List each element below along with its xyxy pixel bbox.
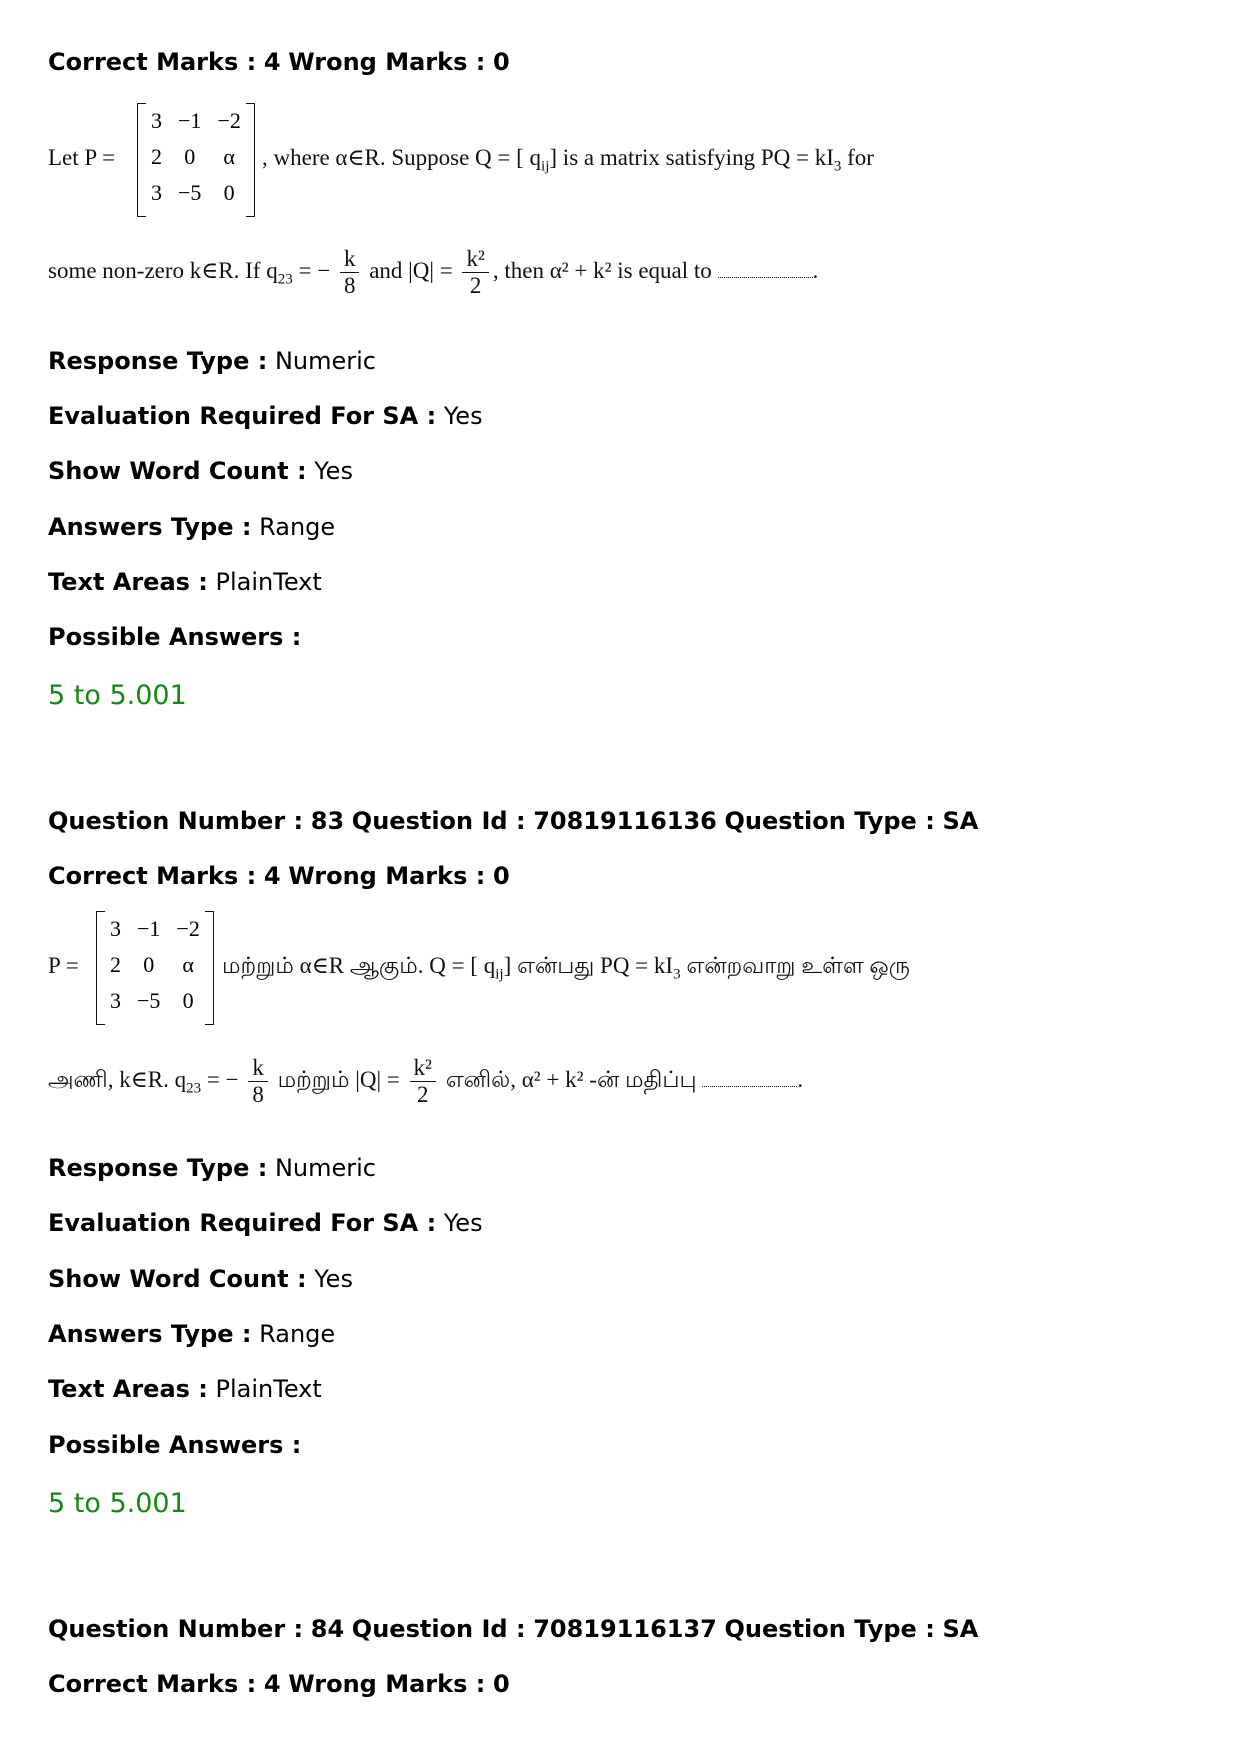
matrix-cell: 2	[151, 144, 162, 169]
question-text-fragment: Let P =	[48, 145, 116, 170]
question-text-fragment: P =	[48, 953, 79, 978]
matrix-cell: α	[182, 952, 194, 977]
question-id-label: Question Id :	[351, 1615, 526, 1643]
field-possible-answers	[48, 622, 301, 652]
question-text-fragment: , where α∈R. Suppose Q = [ q	[262, 145, 542, 170]
matrix-p	[96, 911, 214, 1025]
question-text-fragment: .	[812, 257, 819, 283]
field-evaluation-required	[48, 1208, 483, 1238]
question-text-fragment: = −	[201, 1066, 239, 1092]
field-value: Yes	[443, 1209, 483, 1237]
field-label: Show Word Count :	[48, 457, 307, 485]
matrix-cell: 0	[223, 180, 235, 205]
question-number-label: Question Number :	[48, 1615, 304, 1643]
fraction-k2-over-2	[410, 1055, 436, 1108]
field-value: Numeric	[274, 347, 376, 375]
matrix-cell: −1	[137, 916, 161, 941]
subscript: 23	[186, 1080, 202, 1097]
question-text-fragment: என்றவாறு உள்ள ஒரு	[680, 953, 910, 978]
field-value: Numeric	[274, 1154, 376, 1182]
marks-line	[48, 47, 510, 77]
field-label: Evaluation Required For SA :	[48, 402, 437, 430]
question-text-fragment: ] என்பது PQ = kI	[503, 953, 674, 978]
correct-marks-label: Correct Marks :	[48, 1670, 257, 1698]
fraction-numerator: k²	[410, 1055, 436, 1082]
wrong-marks-value: 0	[492, 862, 510, 890]
question-number-label: Question Number :	[48, 807, 304, 835]
matrix-cell: −2	[217, 108, 241, 133]
question-text-line-2	[48, 246, 818, 299]
field-answers-type	[48, 1319, 335, 1349]
field-value: PlainText	[215, 1375, 322, 1403]
question-id-value: 70819116136	[533, 807, 717, 835]
question-text-line-1b	[222, 953, 910, 984]
subscript: 23	[277, 271, 293, 288]
field-label: Answers Type :	[48, 513, 252, 541]
question-number-value: 84	[310, 1615, 345, 1643]
matrix-cell: −1	[178, 108, 202, 133]
field-value: Yes	[314, 457, 353, 485]
correct-marks-label: Correct Marks :	[48, 48, 257, 76]
question-text-fragment: ] is a matrix satisfying PQ = kI	[549, 145, 834, 170]
field-text-areas	[48, 567, 322, 597]
answer-blank	[718, 277, 813, 278]
wrong-marks-value: 0	[492, 1670, 510, 1698]
correct-marks-value: 4	[263, 862, 281, 890]
field-label: Possible Answers :	[48, 1431, 302, 1459]
possible-answer-value: 5 to 5.001	[48, 1488, 187, 1519]
subscript: ij	[495, 966, 504, 983]
fraction-k2-over-2	[462, 246, 488, 299]
field-value: Yes	[443, 402, 483, 430]
question-text-fragment: = −	[292, 257, 331, 283]
question-text-line-1	[48, 145, 115, 171]
question-type-value: SA	[942, 807, 979, 835]
subscript: 3	[833, 158, 842, 175]
correct-marks-label: Correct Marks :	[48, 862, 257, 890]
fraction-numerator: k	[340, 246, 360, 273]
matrix-p	[137, 103, 255, 217]
matrix-cell: −5	[178, 180, 202, 205]
matrix-cell: 3	[151, 108, 162, 133]
matrix-cell: α	[223, 144, 235, 169]
question-text-line-1	[48, 953, 79, 979]
field-value: Range	[259, 1320, 336, 1348]
field-value: Yes	[314, 1265, 353, 1293]
field-possible-answers	[48, 1430, 301, 1460]
question-header	[48, 806, 978, 836]
wrong-marks-label: Wrong Marks :	[288, 1670, 486, 1698]
question-text-fragment: மற்றும் α∈R ஆகும். Q = [ q	[222, 953, 496, 978]
question-type-label: Question Type :	[724, 807, 935, 835]
fraction-denominator: 8	[252, 1082, 264, 1107]
correct-marks-value: 4	[263, 48, 281, 76]
field-show-word-count	[48, 1264, 353, 1294]
fraction-denominator: 2	[469, 273, 482, 298]
matrix-cell: 3	[110, 916, 121, 941]
fraction-numerator: k	[248, 1055, 268, 1082]
fraction-numerator: k²	[462, 246, 488, 273]
question-id-label: Question Id :	[351, 807, 526, 835]
wrong-marks-label: Wrong Marks :	[288, 48, 486, 76]
field-label: Show Word Count :	[48, 1265, 307, 1293]
field-answers-type	[48, 512, 335, 542]
matrix-cell: 0	[143, 952, 155, 977]
question-text-fragment: மற்றும் |Q| =	[277, 1066, 400, 1092]
fraction-denominator: 2	[416, 1082, 429, 1107]
correct-marks-value: 4	[263, 1670, 281, 1698]
matrix-cell: 3	[110, 988, 121, 1013]
matrix-cell: 2	[110, 952, 121, 977]
field-label: Answers Type :	[48, 1320, 252, 1348]
question-text-fragment: some non-zero k∈R. If q	[48, 257, 278, 283]
field-value: PlainText	[215, 568, 322, 596]
question-text-fragment: .	[797, 1066, 804, 1092]
question-text-line-1b	[262, 145, 874, 176]
fraction-denominator: 8	[343, 273, 356, 298]
field-label: Text Areas :	[48, 568, 208, 596]
question-text-fragment: and |Q| =	[369, 257, 453, 283]
question-text-fragment: அணி, k∈R. q	[48, 1066, 187, 1092]
subscript: 3	[673, 966, 681, 983]
field-label: Possible Answers :	[48, 623, 302, 651]
matrix-cell: 3	[151, 180, 162, 205]
question-type-value: SA	[942, 1615, 979, 1643]
fraction-k-over-8	[340, 246, 360, 299]
field-evaluation-required	[48, 401, 483, 431]
question-id-value: 70819116137	[533, 1615, 717, 1643]
matrix-cell: −2	[176, 916, 200, 941]
field-response-type	[48, 346, 376, 376]
question-header	[48, 1614, 978, 1644]
wrong-marks-value: 0	[492, 48, 510, 76]
field-label: Response Type :	[48, 347, 268, 375]
possible-answer-value: 5 to 5.001	[48, 680, 187, 711]
question-text-fragment: , then α² + k² is equal to	[492, 257, 712, 283]
field-label: Response Type :	[48, 1154, 268, 1182]
matrix-cell: 0	[182, 988, 194, 1013]
field-show-word-count	[48, 456, 353, 486]
fraction-k-over-8	[248, 1055, 268, 1108]
marks-line	[48, 861, 510, 891]
matrix-cell: 0	[184, 144, 196, 169]
answer-blank	[702, 1086, 797, 1087]
field-label: Text Areas :	[48, 1375, 208, 1403]
field-response-type	[48, 1153, 376, 1183]
question-type-label: Question Type :	[724, 1615, 935, 1643]
question-number-value: 83	[310, 807, 345, 835]
field-value: Range	[259, 513, 336, 541]
subscript: ij	[541, 158, 550, 175]
field-label: Evaluation Required For SA :	[48, 1209, 437, 1237]
question-text-fragment: for	[841, 145, 874, 170]
matrix-cell: −5	[137, 988, 161, 1013]
marks-line	[48, 1669, 510, 1699]
question-text-line-2	[48, 1055, 803, 1108]
wrong-marks-label: Wrong Marks :	[288, 862, 486, 890]
question-text-fragment: எனில், α² + k² -ன் மதிப்பு	[439, 1066, 697, 1092]
field-text-areas	[48, 1374, 322, 1404]
